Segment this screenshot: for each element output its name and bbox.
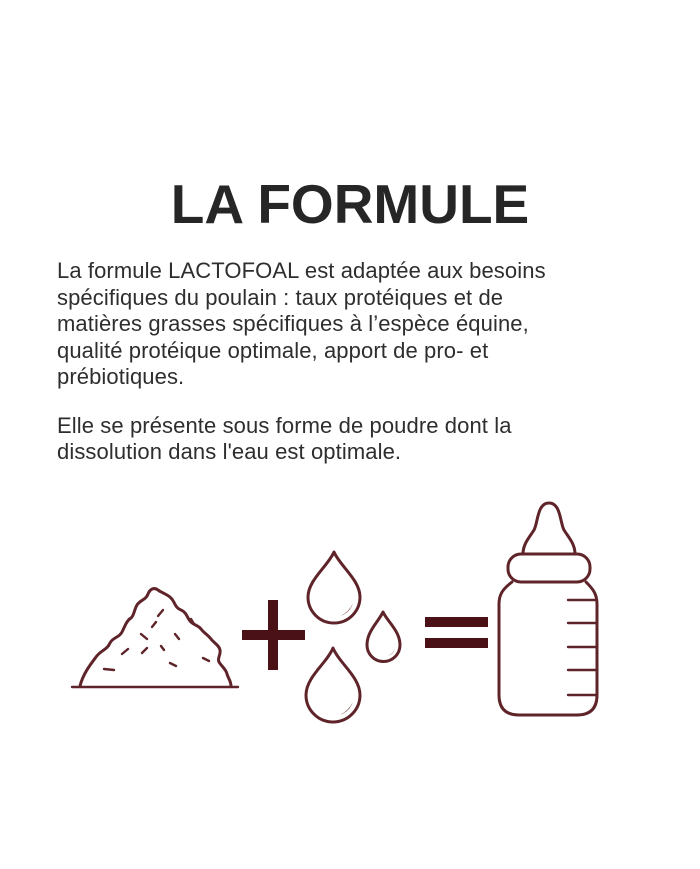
description-text [57,258,657,488]
text-line: La formule LACTOFOAL est adaptée aux besoins [57,258,546,283]
equals-icon [425,617,488,648]
text-line: spécifiques du poulain : taux protéiques et de [57,284,504,310]
page-title: LA FORMULE [170,172,530,235]
text-line: matières grasses spécifiques à l’espèce équine, [57,311,529,336]
formula-equation-diagram [0,488,700,738]
text-line: dissolution dans l'eau est optimale. [57,439,402,464]
water-drops-icon [306,552,400,722]
powder-pile-icon [72,589,238,687]
baby-bottle-icon [499,503,597,715]
text-line: prébiotiques. [57,364,185,389]
text-line: Elle se présente sous forme de poudre dont la [57,412,512,438]
plus-icon [242,600,305,670]
text-line: qualité protéique optimale, apport de pro- et [57,337,489,363]
